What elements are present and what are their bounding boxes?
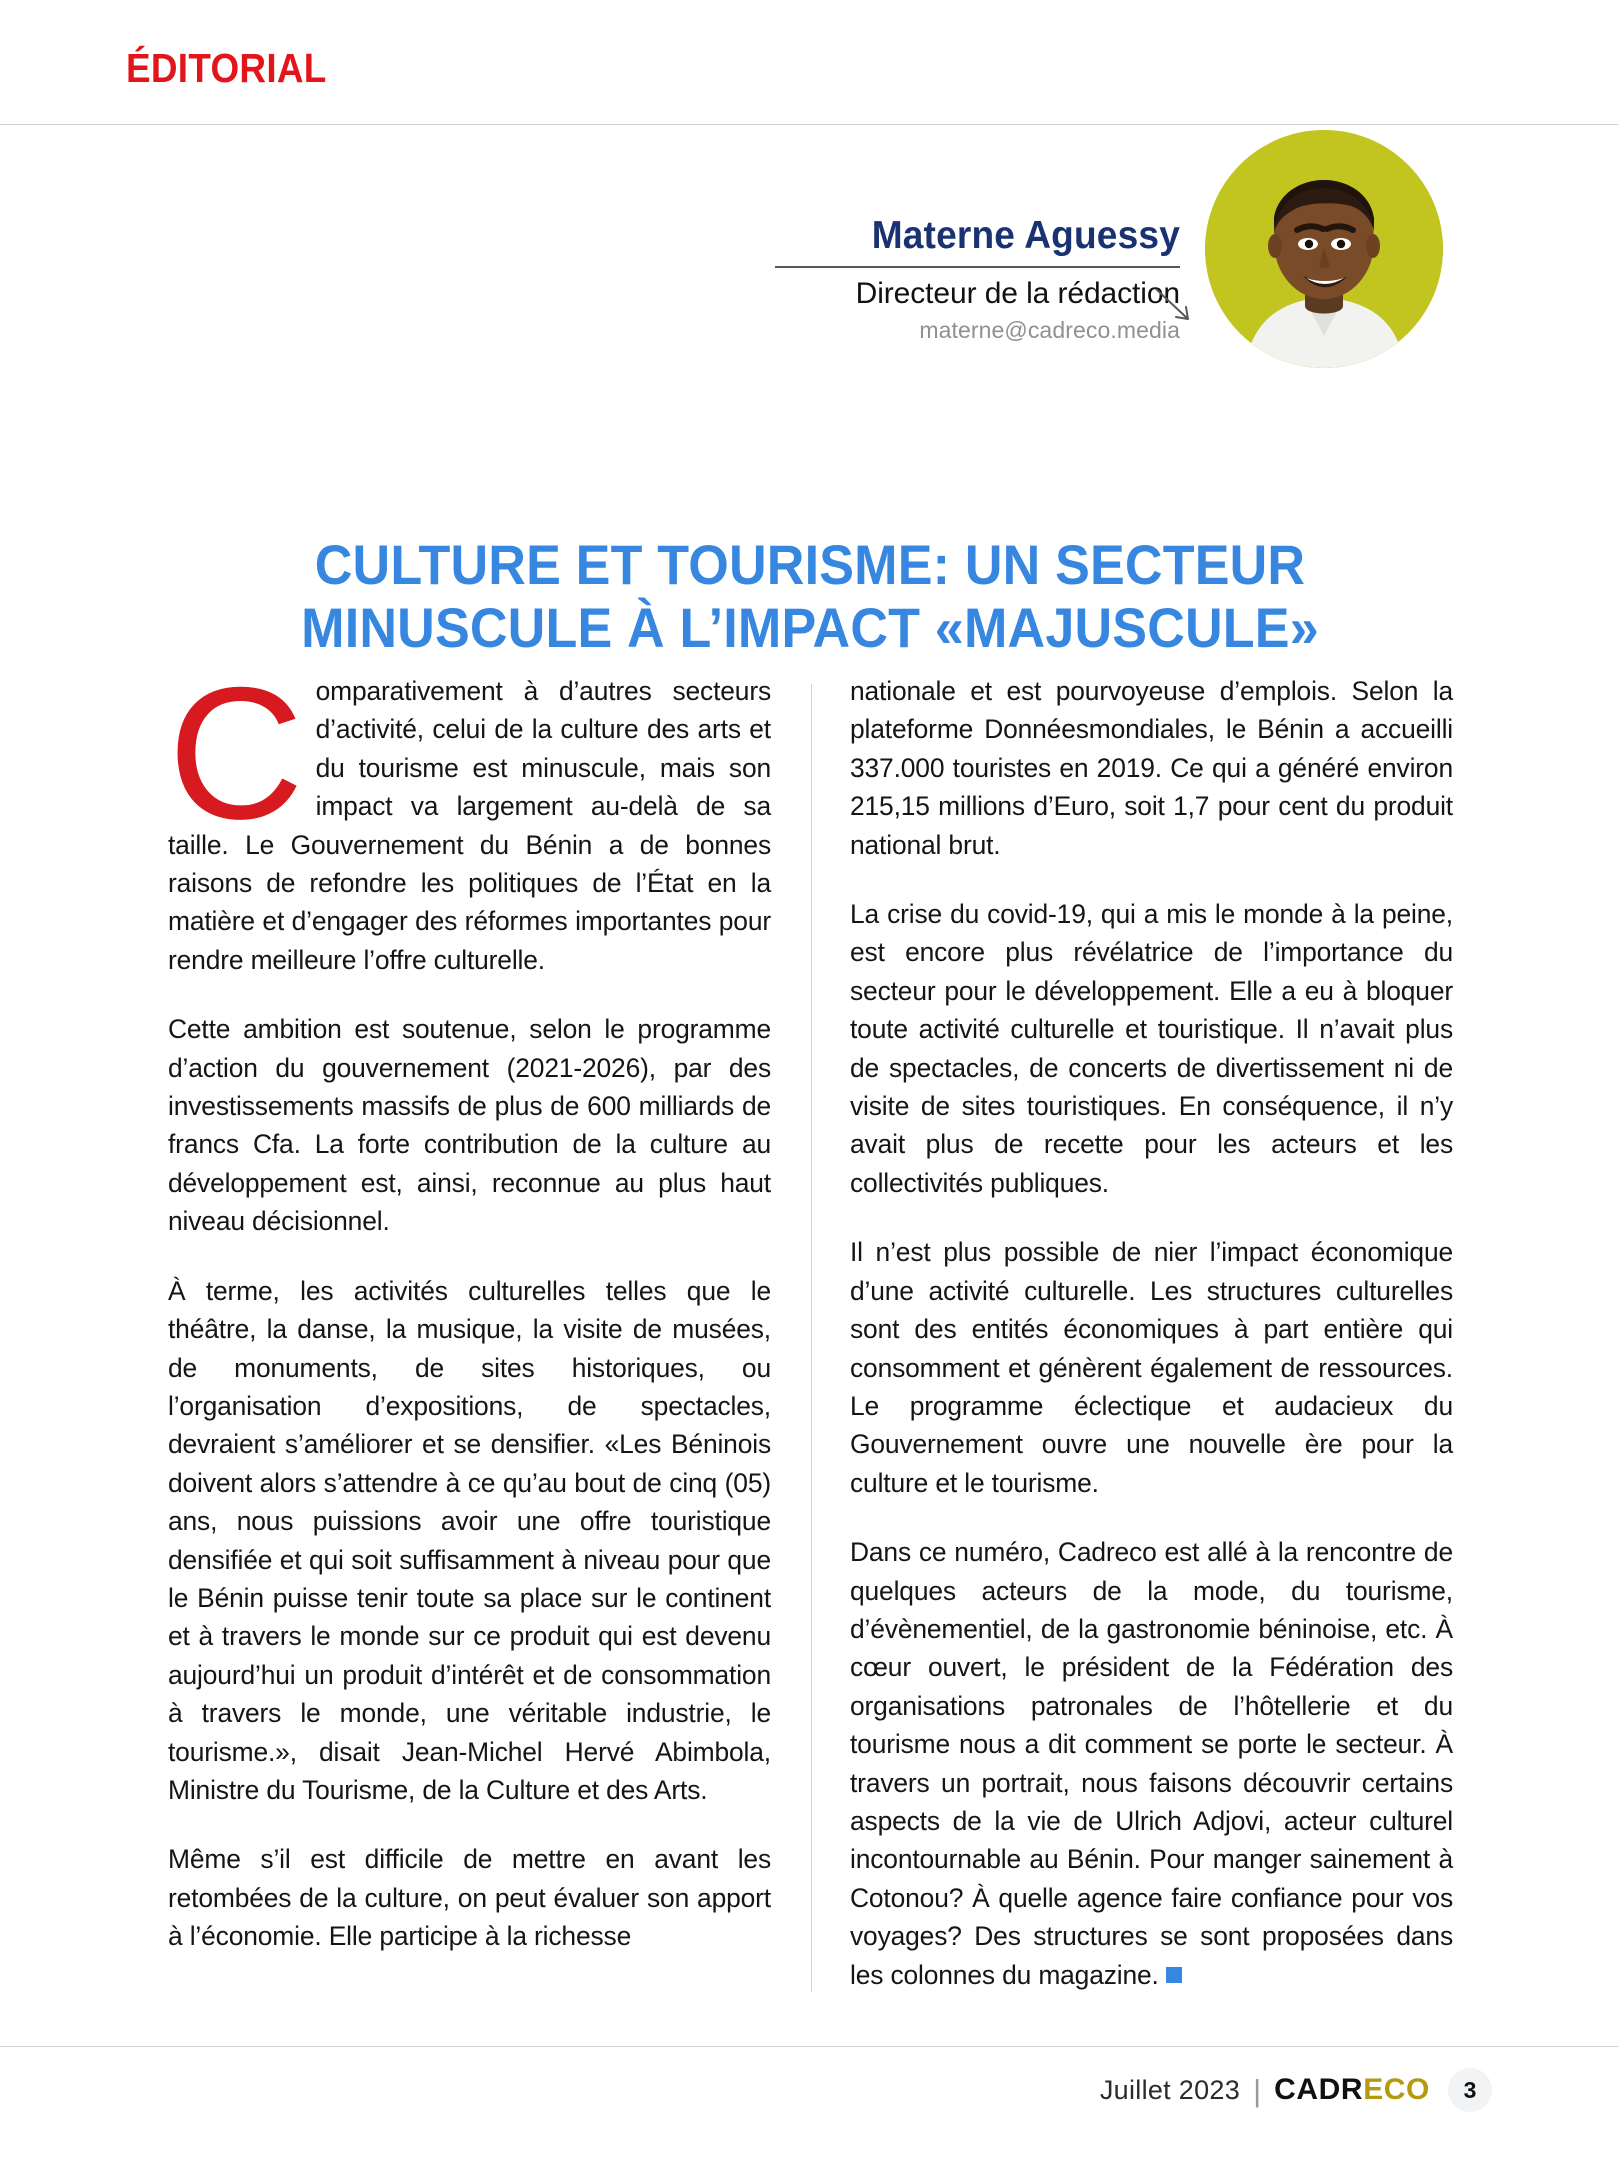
byline-divider [775, 266, 1180, 268]
paragraph: À terme, les activités culturelles telles que le théâtre, la danse, la musique, la visite de musées, de monuments, de sites historiques, ou l’organisation d’expositions, de spectacles, devraient s’améliorer et se densifier. «Les Béninois doivent alors s’attendre à ce qu’au bout de cinq (05) ans, nous puissions avoir une offre touristique densifiée et qui soit suffisamment à niveau pour que le Bénin puisse tenir toute sa place sur le continent et à travers le monde sur ce produit qui est devenu aujourd’hui un produit d’intérêt et de consommation à travers le monde, une véritable industrie, le tourisme.», disait Jean-Michel Hervé Abimbola, Ministre du Tourisme, de la Culture et des Arts. [168, 1275, 771, 1805]
paragraph: Même s’il est difficile de mettre en avant les retombées de la culture, on peut évaluer son apport à l’économie. Elle participe à la richesse [168, 1844, 771, 1952]
brand-logo [1274, 2073, 1430, 2107]
headline-line-2: MINUSCULE À L’IMPACT «MAJUSCULE» [301, 596, 1319, 660]
drop-cap: C [168, 648, 304, 858]
paragraph-text: omparativement à d’autres secteurs d’activité, celui de la culture des arts et du tourisme est minuscule, mais son impact va largement au-delà de sa taille. Le Gouvernement du Bénin a de bonnes raisons de refondre les politiques de l’État en la matière et d’engager des réformes importantes pour rendre meilleure l’offre culturelle. [168, 676, 771, 975]
headline-line-1: CULTURE ET TOURISME: UN SECTEUR [314, 532, 1306, 596]
section-kicker: ÉDITORIAL [126, 45, 327, 91]
paragraph: Il n’est plus possible de nier l’impact économique d’une activité culturelle. Les structures culturelles sont des entités économiques à part entière qui consomment et génèrent également de ressources. Le programme éclectique et audacieux du Gouvernement ouvre une nouvelle ère pour la culture et le tourisme. [850, 1237, 1453, 1498]
footer-separator: | [1253, 2072, 1262, 2108]
article-headline [150, 533, 1470, 661]
author-portrait [1205, 130, 1443, 368]
page-number: 3 [1448, 2068, 1492, 2112]
paragraph [168, 648, 771, 979]
issue-date: Juillet 2023 [1099, 2074, 1241, 2105]
paragraph [850, 1533, 1453, 1994]
paragraph: La crise du covid-19, qui a mis le monde à la peine, est encore plus révélatrice de l’importance du secteur pour le développement. Elle a eu à bloquer toute activité culturelle et touristique. Il n’avait plus de spectacles, de concerts de divertissement ni de visite de sites touristiques. En conséquence, il n’y avait plus de recette pour les acteurs et les collectivités publiques. [850, 899, 1453, 1198]
footer-divider [0, 2046, 1618, 2047]
author-role: Directeur de la rédaction [855, 277, 1180, 311]
byline-block [700, 215, 1180, 345]
end-of-article-mark [1166, 1967, 1182, 1983]
brand-logo-part-2: ECO [1363, 2073, 1430, 2106]
page-footer [1100, 2068, 1492, 2112]
column-divider [771, 672, 850, 1992]
paragraph: Cette ambition est soutenue, selon le programme d’action du gouvernement (2021-2026), par des investissements massifs de plus de 600 milliards de francs Cfa. La forte contribution de la culture au développement est, ainsi, reconnue au plus haut niveau décisionnel. [168, 1014, 771, 1237]
brand-logo-part-1: CADR [1274, 2073, 1364, 2106]
author-name: Materne Aguessy [871, 214, 1180, 257]
article-column-right [850, 672, 1453, 1992]
paragraph-text: Dans ce numéro, Cadreco est allé à la rencontre de quelques acteurs de la mode, du tourisme, d’évènementiel, de la gastronomie béninoise, etc. À cœur ouvert, le président de la Fédération des organisations patronales de l’hôtellerie et du tourisme nous a dit comment se porte le secteur. À travers un portrait, nous faisons découvrir certains aspects de la vie de Ulrich Adjovi, acteur culturel incontournable au Bénin. Pour manger sainement à Cotonou? À quelle agence faire confiance pour vos voyages? Des structures se sont proposées dans les colonnes du magazine. [850, 1537, 1453, 1990]
article-column-left [168, 648, 771, 1992]
paragraph: nationale et est pourvoyeuse d’emplois. Selon la plateforme Donnéesmondiales, le Bénin a accueilli 337.000 touristes en 2019. Ce qui a généré environ 215,15 millions d’Euro, soit 1,7 pour cent du produit national brut. [850, 676, 1453, 860]
article-body [168, 648, 1453, 1992]
author-email: materne@cadreco.media [919, 317, 1180, 344]
page-header [0, 0, 1618, 128]
header-divider [0, 124, 1618, 125]
